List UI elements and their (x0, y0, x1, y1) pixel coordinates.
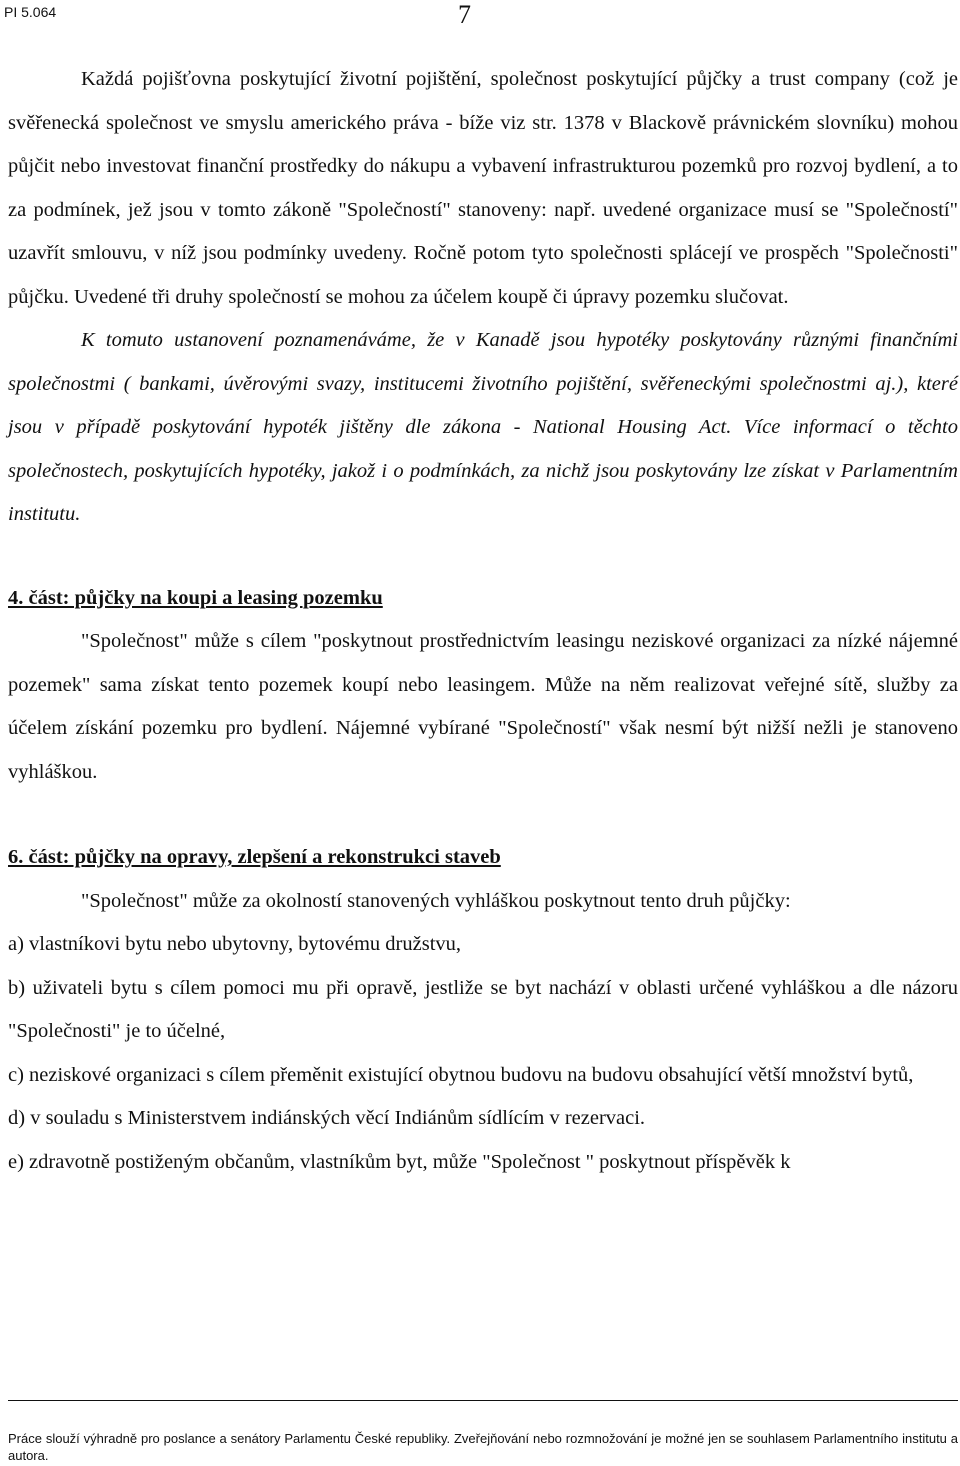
list-item-a: a) vlastníkovi bytu nebo ubytovny, bytovému družstvu, (8, 933, 462, 955)
list-item-e: e) zdravotně postiženým občanům, vlastníkům byt, může "Společnost " poskytnout příspěvěk k (8, 1150, 791, 1173)
list-item-c: c) neziskové organizaci s cílem přeměnit existující obytnou budovu na budovu obsahující větší množství bytů, (8, 1063, 914, 1086)
list-item-b: b) uživateli bytu s cílem pomoci mu při opravě, jestliže se byt nachází v oblasti určené vyhláškou a dle názoru "Společnosti" je to účelné, (8, 976, 958, 1042)
section-6-intro: "Společnost" může za okolností stanovených vyhláškou poskytnout tento druh půjčky: (81, 889, 791, 912)
section-4-text: "Společnost" může s cílem "poskytnout prostřednictvím leasingu neziskové organizaci za nízké nájemné pozemek" sama získat tento pozemek koupí nebo leasingem. Může na něm realizovat veřejné sítě, služby za účelem získání pozemku pro bydlení. Nájemné vybírané "Společností" však nesmí být nižší nežli je stanoveno vyhláškou. (8, 630, 958, 783)
document-body (8, 58, 958, 1184)
section-4-heading: 4. část: půjčky na koupi a leasing pozemku (8, 586, 383, 609)
footer-divider (8, 1400, 958, 1401)
list-item-d: d) v souladu s Ministerstvem indiánských věcí Indiánům sídlícím v rezervaci. (8, 1107, 646, 1129)
page-number: 7 (458, 0, 471, 29)
document-id: PI 5.064 (4, 4, 57, 20)
footer-notice: Práce slouží výhradně pro poslance a senátory Parlamentu České republiky. Zveřejňování nebo rozmnožování je možné jen se souhlasem Parlamentního institutu a autora. (8, 1431, 958, 1463)
paragraph-intro: Každá pojišťovna poskytující životní pojištění, společnost poskytující půjčky a trust company (což je svěřenecká společnost ve smyslu amerického práva - bíže viz str. 1378 v Blackově právnickém slovníku) mohou půjčit nebo investovat finanční prostředky do nákupu a vybavení infrastrukturou pozemků pro rozvoj bydlení, a to za podmínek, jež jsou v tomto zákoně "Společností" stanoveny: např. uvedené organizace musí se "Společností" uzavřít smlouvu, v níž jsou podmínky uvedeny. Ročně potom tyto společnosti splácejí ve prospěch "Společnosti" půjčku. Uvedené tři druhy společností se mohou za účelem koupě či úpravy pozemku slučovat. (8, 68, 958, 308)
paragraph-note: K tomuto ustanovení poznamenáváme, že v Kanadě jsou hypotéky poskytovány různými finančními společnostmi ( bankami, úvěrovými svazy, institucemi životního pojištění, svěřeneckými společnostmi aj.), které jsou v případě poskytování hypoték jištěny dle zákona - National Housing Act. Více informací o těchto společnostech, poskytujících hypotéky, jakož i o podmínkách, za nichž jsou poskytovány lze získat v Parlamentním institutu. (8, 329, 958, 525)
section-6-heading: 6. část: půjčky na opravy, zlepšení a rekonstrukci staveb (8, 846, 501, 868)
